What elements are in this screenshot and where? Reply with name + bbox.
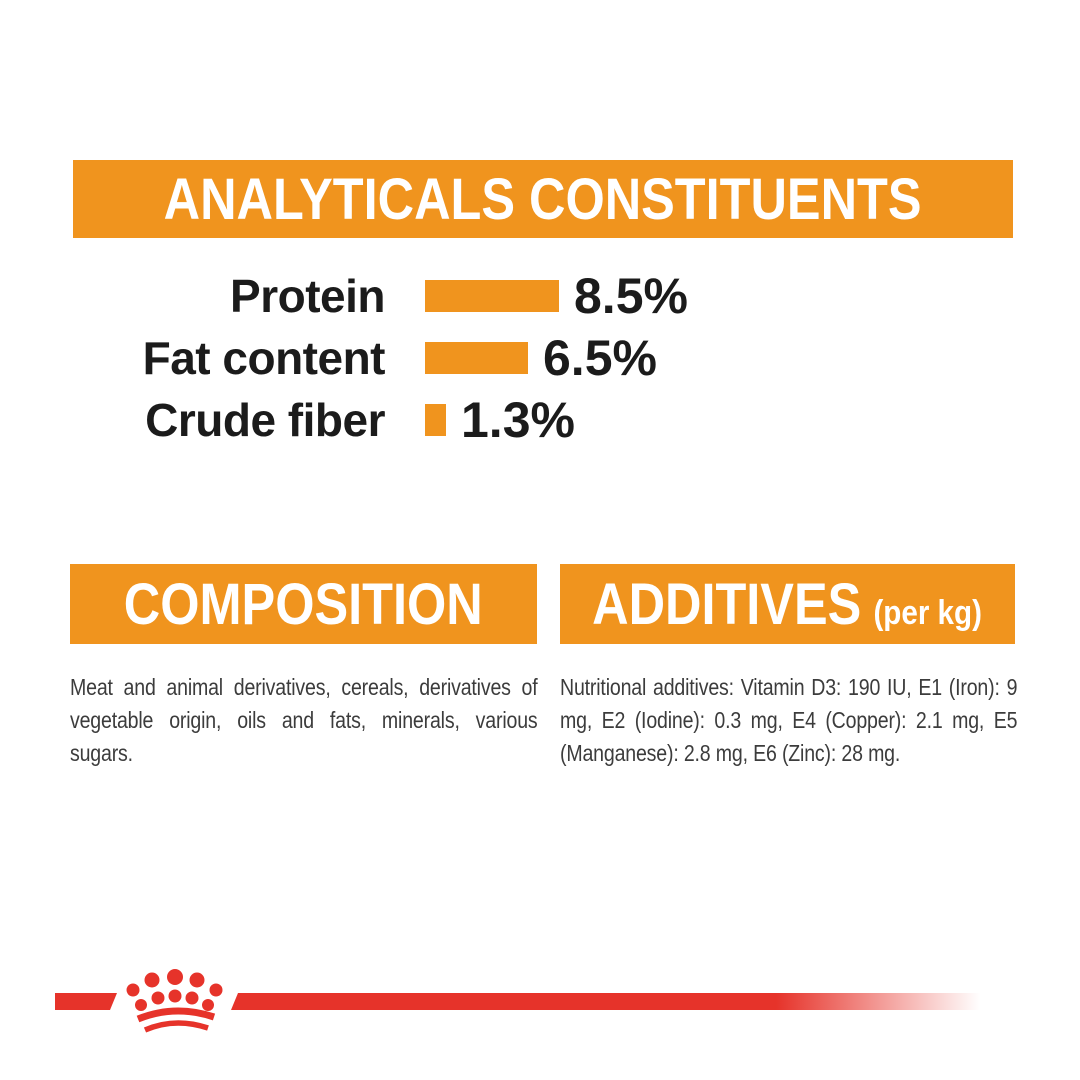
- royal-canin-crown-icon: [124, 966, 228, 1034]
- additives-body-text: Nutritional additives: Vitamin D3: 190 IU, E1 (Iron): 9 mg, E2 (Iodine): 0.3 mg, E4 (Copper): 2.1 mg, E5 (Manganese): 2.8 mg, E6 (Zinc): 28 mg.: [560, 674, 1018, 766]
- chart-category-label: Protein: [230, 270, 385, 322]
- chart-value-label: 8.5%: [574, 268, 688, 324]
- chart-row: [0, 327, 1080, 389]
- chart-bar: [425, 342, 528, 374]
- chart-row: [0, 389, 1080, 451]
- chart-category-label: Crude fiber: [145, 394, 385, 446]
- footer-rule-left-segment: [55, 993, 117, 1010]
- analyticals-title: ANALYTICALS CONSTITUENTS: [164, 166, 922, 232]
- additives-banner: [560, 564, 1015, 644]
- composition-banner: [70, 564, 537, 644]
- composition-body-text: Meat and animal derivatives, cereals, derivatives of vegetable origin, oils and fats, minerals, various sugars.: [70, 674, 538, 766]
- footer-rule: [231, 993, 988, 1010]
- analyticals-banner: [73, 160, 1013, 238]
- chart-value-label: 1.3%: [461, 392, 575, 448]
- additives-title-group: [593, 571, 983, 638]
- chart-bar: [425, 404, 446, 436]
- analyticals-chart: [0, 265, 1080, 451]
- chart-row: [0, 265, 1080, 327]
- additives-title: ADDITIVES: [592, 571, 862, 637]
- chart-category-label: Fat content: [142, 332, 385, 384]
- chart-bar: [425, 280, 559, 312]
- additives-title-suffix: (per kg): [873, 593, 983, 632]
- composition-title: COMPOSITION: [124, 571, 483, 637]
- chart-value-label: 6.5%: [543, 330, 657, 386]
